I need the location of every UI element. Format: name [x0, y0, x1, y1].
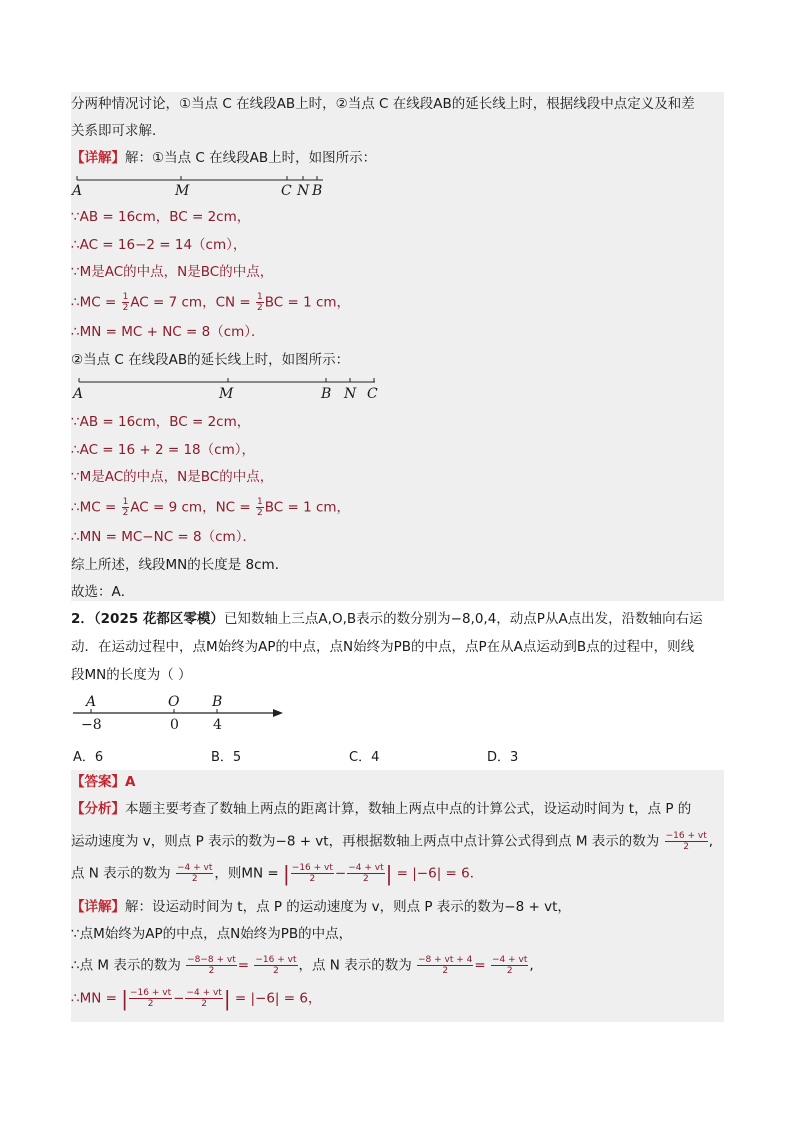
case2-line-1: ∵AB = 16cm，BC = 2cm， [71, 414, 251, 430]
case1-line-1: ∵AB = 16cm，BC = 2cm， [71, 209, 251, 225]
detail2-line-4: ∴MN = | $\frac{-16 + vt}{2}$ − $\frac{-4 + vt}{2}$ | = |−6| = 6， [71, 986, 322, 1011]
half-fraction: $\frac{1}{2}$ [257, 497, 263, 518]
detail2-line-3: ∴点 M 表示的数为 $\frac{-8-8 + vt}{2}$ = $\frac{-16 + vt}{2}$ ，点 N 表示的数为 $\frac{-8 + vt + 4}{2}$ = $\frac{-4 + vt}{2}$ , [71, 955, 534, 976]
case2-line-3: ∵M是AC的中点，N是BC的中点， [71, 469, 274, 485]
analysis-line-2: 运动速度为 v，则点 P 表示的数为−8 + vt，再根据数轴上两点中点计算公式得到点 M 表示的数为 $\frac{-16 + vt}{2}$ , [71, 831, 714, 852]
detail2-text-3a: ∴点 M 表示的数为 [71, 957, 181, 974]
axis-point-a-letter: A [86, 694, 97, 710]
intro-line-2: 关系即可求解． [71, 123, 166, 139]
diagram1-label-a: A [72, 183, 83, 199]
axis-point-o-letter: O [168, 694, 180, 710]
diagram2-label-b: B [321, 386, 332, 402]
detail2-line-2: ∵点M始终为AP的中点，点N始终为PB的中点， [71, 926, 353, 942]
segment-diagram-1 [71, 172, 331, 200]
fraction-n-value: $\frac{-4 + vt}{2}$ [176, 863, 213, 884]
case2-mc-label: ∴MC = [71, 499, 117, 516]
detail2-tag: 【详解】 [71, 899, 125, 915]
diagram1-label-b: B [312, 183, 323, 199]
analysis-tag: 【分析】 [71, 801, 125, 817]
number-line [71, 692, 291, 732]
case1-line-3: ∵M是AC的中点，N是BC的中点， [71, 264, 274, 280]
diagram2-label-c: C [367, 386, 378, 402]
option-d: D．3 [487, 750, 519, 765]
case2-mc-value: AC = 9 cm，NC = [130, 499, 251, 516]
q2-source: （2025 花都区零模） [93, 611, 224, 627]
detail2-text-4a: ∴MN = [71, 990, 117, 1007]
analysis-text-3b: ，则MN = [214, 865, 279, 882]
summary-line: 综上所述，线段MN的长度是 8cm． [71, 557, 289, 573]
detail-tag: 【详解】 [71, 150, 125, 166]
axis-point-b-value: 4 [213, 717, 222, 732]
q2-line-2: 动．在运动过程中，点M始终为AP的中点，点N始终为PB的中点，点P在从A点运动到B点的过程中，则线 [71, 639, 695, 655]
analysis-text-3c: = |−6| = 6． [396, 865, 484, 882]
axis-point-b-letter: B [212, 694, 223, 710]
answer-line [71, 772, 135, 792]
detail2-text-3b: ，点 N 表示的数为 [298, 957, 412, 974]
case1-line-5: ∴MN = MC + NC = 8（cm）． [71, 324, 265, 340]
diagram1-label-n: N [297, 183, 310, 199]
content-block-top [71, 92, 724, 601]
analysis-text-1: 本题主要考查了数轴上两点的距离计算，数轴上两点中点的计算公式，设运动时间为 t，点 P 的 [125, 801, 692, 817]
analysis-line-3: 点 N 表示的数为 $\frac{-4 + vt}{2}$ ，则MN = | $\frac{-16 + vt}{2}$ − $\frac{-4 + vt}{2}$ | = |−6| = 6． [71, 861, 484, 886]
option-a: A．6 [73, 750, 104, 765]
diagram1-label-c: C [281, 183, 292, 199]
case1-heading-text: 解：①当点 C 在线段AB上时，如图所示： [125, 150, 377, 166]
case2-line-2: ∴AC = 16 + 2 = 18（cm）， [71, 442, 255, 458]
case1-heading [71, 148, 376, 168]
detail2-line-1 [71, 897, 571, 917]
half-fraction: $\frac{1}{2}$ [257, 292, 263, 313]
intro-line-1: 分两种情况讨论，①当点 C 在线段AB上时，②当点 C 在线段AB的延长线上时，根据线段中点定义及和差 [71, 96, 695, 112]
half-fraction: $\frac{1}{2}$ [122, 497, 129, 518]
answer-tag: 【答案】 [71, 774, 125, 790]
detail2-text-1: 解：设运动时间为 t，点 P 的运动速度为 v，则点 P 表示的数为−8 + vt， [125, 899, 571, 915]
case2-heading: ②当点 C 在线段AB的延长线上时，如图所示： [71, 352, 350, 368]
q2-number: 2． [71, 611, 94, 627]
case1-line-2: ∴AC = 16−2 = 14（cm）， [71, 237, 247, 253]
segment-diagram-2 [71, 375, 391, 403]
analysis-text-3a: 点 N 表示的数为 [71, 865, 171, 882]
axis-point-o-value: 0 [170, 717, 179, 732]
axis-point-a-value: −8 [81, 717, 102, 732]
case2-line-4 [71, 497, 350, 518]
case2-line-5: ∴MN = MC−NC = 8（cm）． [71, 529, 256, 545]
fraction-m-value: $\frac{-16 + vt}{2}$ [665, 831, 707, 852]
q2-line-3: 段MN的长度为（ ） [71, 667, 192, 683]
choice-line: 故选：A． [71, 584, 135, 600]
case1-mc-value: AC = 7 cm，CN = [130, 294, 251, 311]
case1-mc-label: ∴MC = [71, 294, 117, 311]
half-fraction: $\frac{1}{2}$ [122, 292, 129, 313]
answer-value: A [125, 774, 136, 790]
case1-line-4 [71, 292, 350, 313]
analysis-line-1 [71, 799, 691, 819]
option-b: B．5 [211, 750, 242, 765]
diagram2-label-m: M [219, 386, 234, 402]
detail2-text-4b: = |−6| = 6， [234, 990, 322, 1007]
q2-text-1: 已知数轴上三点A,O,B表示的数分别为−8,0,4，动点P从A点出发，沿数轴向右运 [223, 611, 703, 627]
diagram2-label-a: A [73, 386, 84, 402]
case1-cn-value: BC = 1 cm， [264, 294, 351, 311]
case2-nc-value: BC = 1 cm， [264, 499, 351, 516]
q2-line-1 [71, 609, 703, 629]
diagram1-label-m: M [175, 183, 190, 199]
option-c: C．4 [349, 750, 380, 765]
diagram2-label-n: N [344, 386, 357, 402]
analysis-text-2: 运动速度为 v，则点 P 表示的数为−8 + vt，再根据数轴上两点中点计算公式得到点 M 表示的数为 [71, 833, 660, 850]
